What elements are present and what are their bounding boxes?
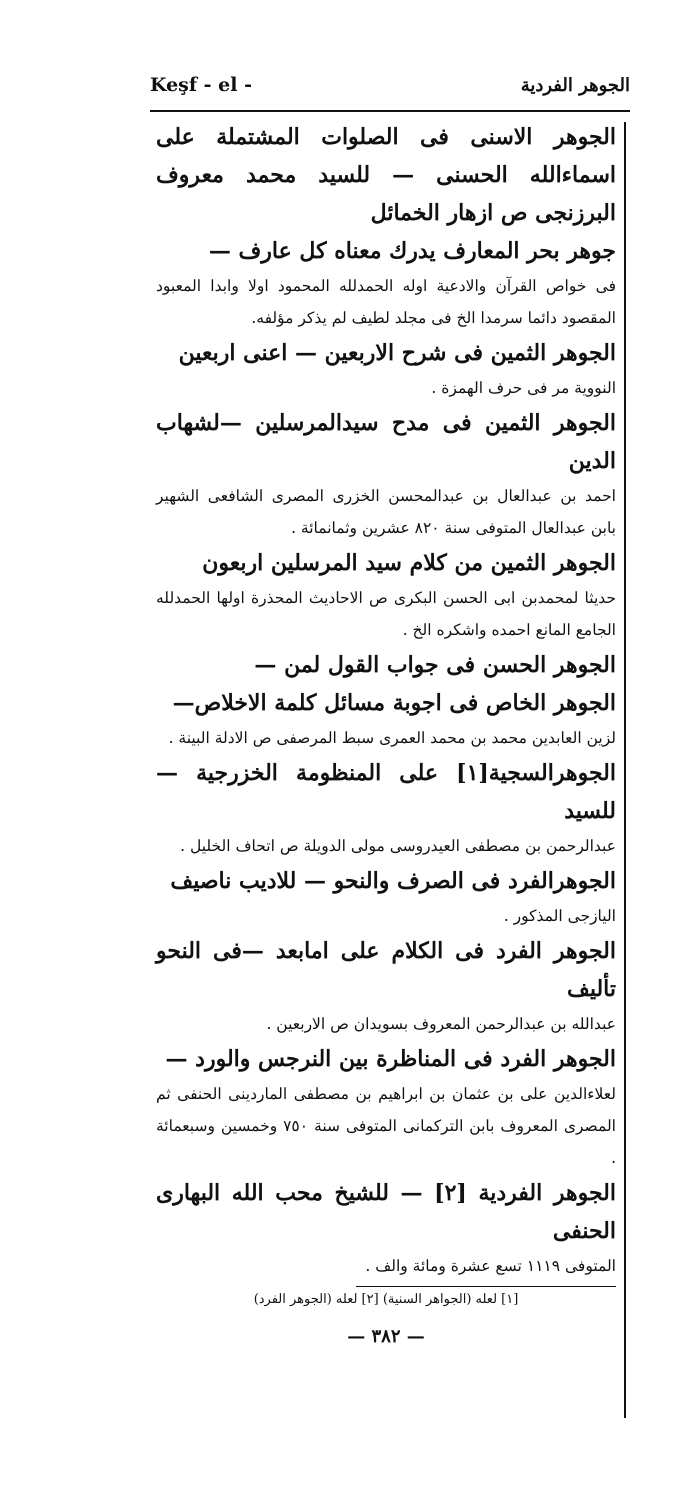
entry-heading: الجوهر الفردية [٢] — للشيخ محب الله البهارى الحنفى [156, 1180, 616, 1244]
entry-3 [156, 334, 616, 404]
entry-text: لعلاءالدين على بن عثمان بن ابراهيم بن مصطفى الماردينى الحنفى ثم المصرى المعروف بابن التركمانى المتوفى سنة ٧٥٠ وخمسين وسبعمائة . [156, 1085, 616, 1167]
entry-heading: الجوهرالفرد فى الصرف والنحو — للاديب ناصيف [170, 868, 616, 894]
entry-heading: الجوهر الثمين من كلام سيد المرسلين اربعون [202, 550, 616, 576]
entry-12 [156, 1174, 616, 1282]
entry-8 [156, 754, 616, 862]
page-number: — ٣٨٢ — [347, 1326, 425, 1347]
entry-heading: الجوهر الفرد فى الكلام على امابعد —فى النحو تأليف [156, 938, 616, 1002]
column-rule [624, 122, 626, 1418]
footnotes: [١] لعله (الجواهر السنية) [٢] لعله (الجوهر الفرد) [253, 1292, 519, 1307]
entry-heading: الجوهر الثمين فى شرح الاربعين — اعنى اربعين [178, 340, 616, 366]
entry-6 [156, 646, 616, 684]
running-header-latin: Keşf - el - [150, 74, 252, 96]
entry-5 [156, 544, 616, 646]
entry-heading: الجوهر الاسنى فى الصلوات المشتملة على اسماءالله الحسنى — للسيد محمد معروف البرزنجى ص ازهار الخمائل [156, 124, 616, 226]
entry-2 [156, 232, 616, 334]
entry-text: احمد بن عبدالعال بن عبدالمحسن الخزرى المصرى الشافعى الشهير بابن عبدالعال المتوفى سنة ٨٢٠ عشرين وثمانمائة . [156, 487, 616, 537]
entry-text: فى خواص القرآن والادعية اوله الحمدلله المحمود اولا وابدا المعبود المقصود دائما سرمدا الخ فى مجلد لطيف لم يذكر مؤلفه. [156, 277, 617, 327]
entry-text: عبدالرحمن بن مصطفى العيدروسى مولى الدويلة ص اتحاف الخليل . [180, 837, 616, 855]
entry-1 [156, 118, 616, 232]
header-rule [150, 110, 630, 112]
entry-text: عبدالله بن عبدالرحمن المعروف بسويدان ص الاربعين . [266, 1015, 616, 1033]
page-content [156, 118, 616, 1357]
entry-heading: الجوهر الفرد فى المناظرة بين النرجس والورد — [165, 1046, 616, 1072]
entry-text: لزين العابدين محمد بن محمد العمرى سبط المرصفى ص الادلة البينة . [168, 729, 616, 747]
running-header-title: الجوهر الفردية [520, 74, 630, 96]
entry-text: النووية مر فى حرف الهمزة . [431, 379, 616, 397]
entry-heading: جوهر بحر المعارف يدرك معناه كل عارف — [208, 238, 616, 264]
entry-7 [156, 684, 616, 754]
page-header [150, 68, 630, 102]
entry-11 [156, 1040, 616, 1174]
entry-heading: الجوهر الخاص فى اجوبة مسائل كلمة الاخلاص— [172, 690, 616, 716]
entry-9 [156, 862, 616, 932]
entry-heading: الجوهر الثمين فى مدح سيدالمرسلين —لشهاب الدين [156, 410, 616, 474]
entry-heading: الجوهرالسجية[١] على المنظومة الخزرجية — للسيد [156, 760, 616, 824]
entry-4 [156, 404, 616, 544]
entry-text: المتوفى ١١١٩ تسع عشرة ومائة والف . [365, 1257, 616, 1275]
entry-text: اليازجى المذكور . [503, 907, 616, 925]
footnote-rule [356, 1286, 616, 1287]
entry-10 [156, 932, 616, 1040]
entry-text: حديثا لمحمدبن ابى الحسن البكرى ص الاحاديث المحذرة اولها الحمدلله الجامع المانع احمده واشكره الخ . [156, 589, 616, 639]
entry-heading: الجوهر الحسن فى جواب القول لمن — [254, 652, 616, 678]
